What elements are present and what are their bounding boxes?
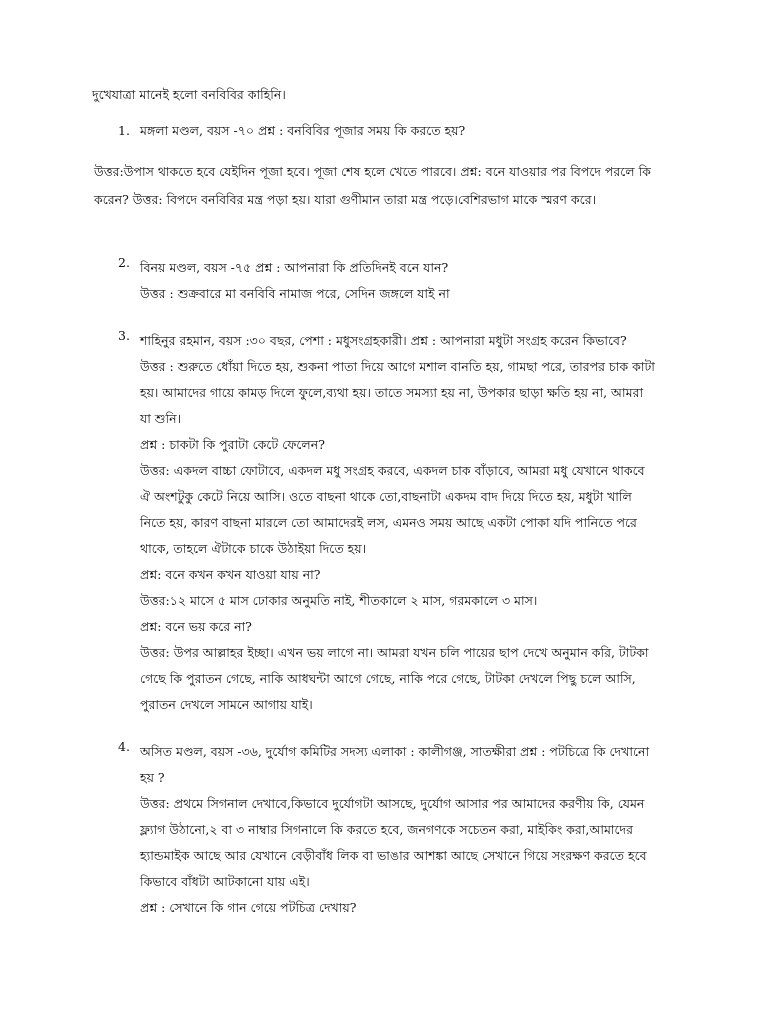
text-line: উত্তর : শুরুতে ধোঁয়া দিতে হয়, শুকনা পাতা দিয়ে আগে মশাল বানতি হয়, গামছা পরে, তারপর চাক কাটা [140,359,655,374]
text-line: ফ্ল্যাগ উঠানো,২ বা ৩ নাম্বার সিগনালে কি করতে হবে, জনগণকে সচেতন করা, মাইকিং করা,আমাদের [140,822,634,837]
intro-line: দুখেযাত্রা মানেই হলো বনবিবির কাহিনি। [92,87,286,102]
text-line: গেছে কি পুরাতন গেছে, নাকি আধঘন্টা আগে গেছে, নাকি পরে গেছে, টাটকা দেখলে পিছু চলে আসি, [140,671,636,686]
list-item-body [140,739,660,921]
text-line: থাকে, তাহলে ঐটাকে চাকে উঠাইয়া দিতে হয়। [140,541,367,556]
text-line: শাহিনুর রহমান, বয়স :৩০ বছর, পেশা : মধুসংগ্রহকারী। প্রশ্ন : আপনারা মধুটা সংগ্রহ করেন কিভাবে? [140,333,627,348]
list-number: 2. [118,255,130,270]
text-line: প্রশ্ন: বনে ভয় করে না? [140,619,252,634]
list-number: 3. [118,328,130,343]
list-number: 4. [118,739,130,754]
text-line: উত্তর:১২ মাসে ৫ মাস ঢোকার অনুমতি নাই, শীতকালে ২ মাস, গরমকালে ৩ মাস। [140,593,538,608]
text-line: ঐ অংশটুকু কেটে নিয়ে আসি। ওতে বাছনা থাকে তো,বাছনাটা একদম বাদ দিয়ে দিতে হয়, মধুটা খালি [140,489,632,504]
answer-paragraph: উত্তর:উপাস থাকতে হবে যেইদিন পূজা হবে। পূজা শেষ হলে খেতে পারবে। প্রশ্ন: বনে যাওয়ার পর বিপদে পরলে কি করেন? উত্তর: বিপদে বনবিবির মন্ত্র পড়া হয়। যারা গুণীমান তারা মন্ত্র পড়ে।বেশিরভাগ মাকে স্মরণ করে। [94,164,651,207]
text-line: অসিত মণ্ডল, বয়স -৩৬, দুর্যোগ কমিটির সদস্য এলাকা : কালীগঞ্জ, সাতক্ষীরা প্রশ্ন : পটচিত্রে কি দেখানো [140,744,650,759]
text-line: উত্তর: প্রথমে সিগনাল দেখাবে,কিভাবে দুর্যোগটা আসছে, দুর্যোগ আসার পর আমাদের করণীয় কি, যেমন [140,796,645,811]
list-item-body [140,255,660,307]
text-line: হয় ? [140,770,165,785]
text-line: উত্তর: একদল বাচ্চা ফোটাবে, একদল মধু সংগ্রহ করবে, একদল চাক বাঁড়াবে, আমরা মধু যেখানে থাকবে [140,463,645,478]
text-line: প্রশ্ন: বনে কখন কখন যাওয়া যায় না? [140,567,321,582]
list-number: 1. [118,123,130,138]
text-line: মঙ্গলা মণ্ডল, বয়স -৭০ প্রশ্ন : বনবিবির পূজার সময় কি করতে হয়? [140,123,466,138]
text-line: যা শুনি। [140,411,182,426]
list-item-body [140,121,660,141]
list-item-body [140,328,660,718]
text-line: পুরাতন দেখলে সামনে আগায় যাই। [140,697,313,712]
text-line: বিনয় মণ্ডল, বয়স -৭৫ প্রশ্ন : আপনারা কি প্রতিদিনই বনে যান? [140,260,449,275]
text-line: নিতে হয়, কারণ বাছনা মারলে তো আমাদেরই লস, এমনও সময় আছে একটা পোকা যদি পানিতে পরে [140,515,637,530]
text-line: প্রশ্ন : সেখানে কি গান গেয়ে পটচিত্র দেখায়? [140,900,357,915]
text-line: কিভাবে বাঁধটা আটকানো যায় এই। [140,874,310,889]
text-line: উত্তর: উপর আল্লাহর ইচ্ছা। এখন ভয় লাগে না। আমরা যখন চলি পায়ের ছাপ দেখে অনুমান করি, টাটকা [140,645,649,660]
text-line: প্রশ্ন : চাকটা কি পুরাটা কেটে ফেলেন? [140,437,325,452]
text-line: উত্তর : শুক্রবারে মা বনবিবি নামাজ পরে, সেদিন জঙ্গলে যাই না [140,286,450,301]
text-line: হয়। আমাদের গায়ে কামড় দিলে ফুলে,ব্যথা হয়। তাতে সমস্যা হয় না, উপকার ছাড়া ক্ষতি হয় না, আমরা [140,385,644,400]
text-line: হ্যান্ডমাইক আছে আর যেখানে বেড়ীবাঁধ লিক বা ভাঙার আশঙ্কা আছে সেখানে গিয়ে সংরক্ষণ করতে হবে [140,848,647,863]
